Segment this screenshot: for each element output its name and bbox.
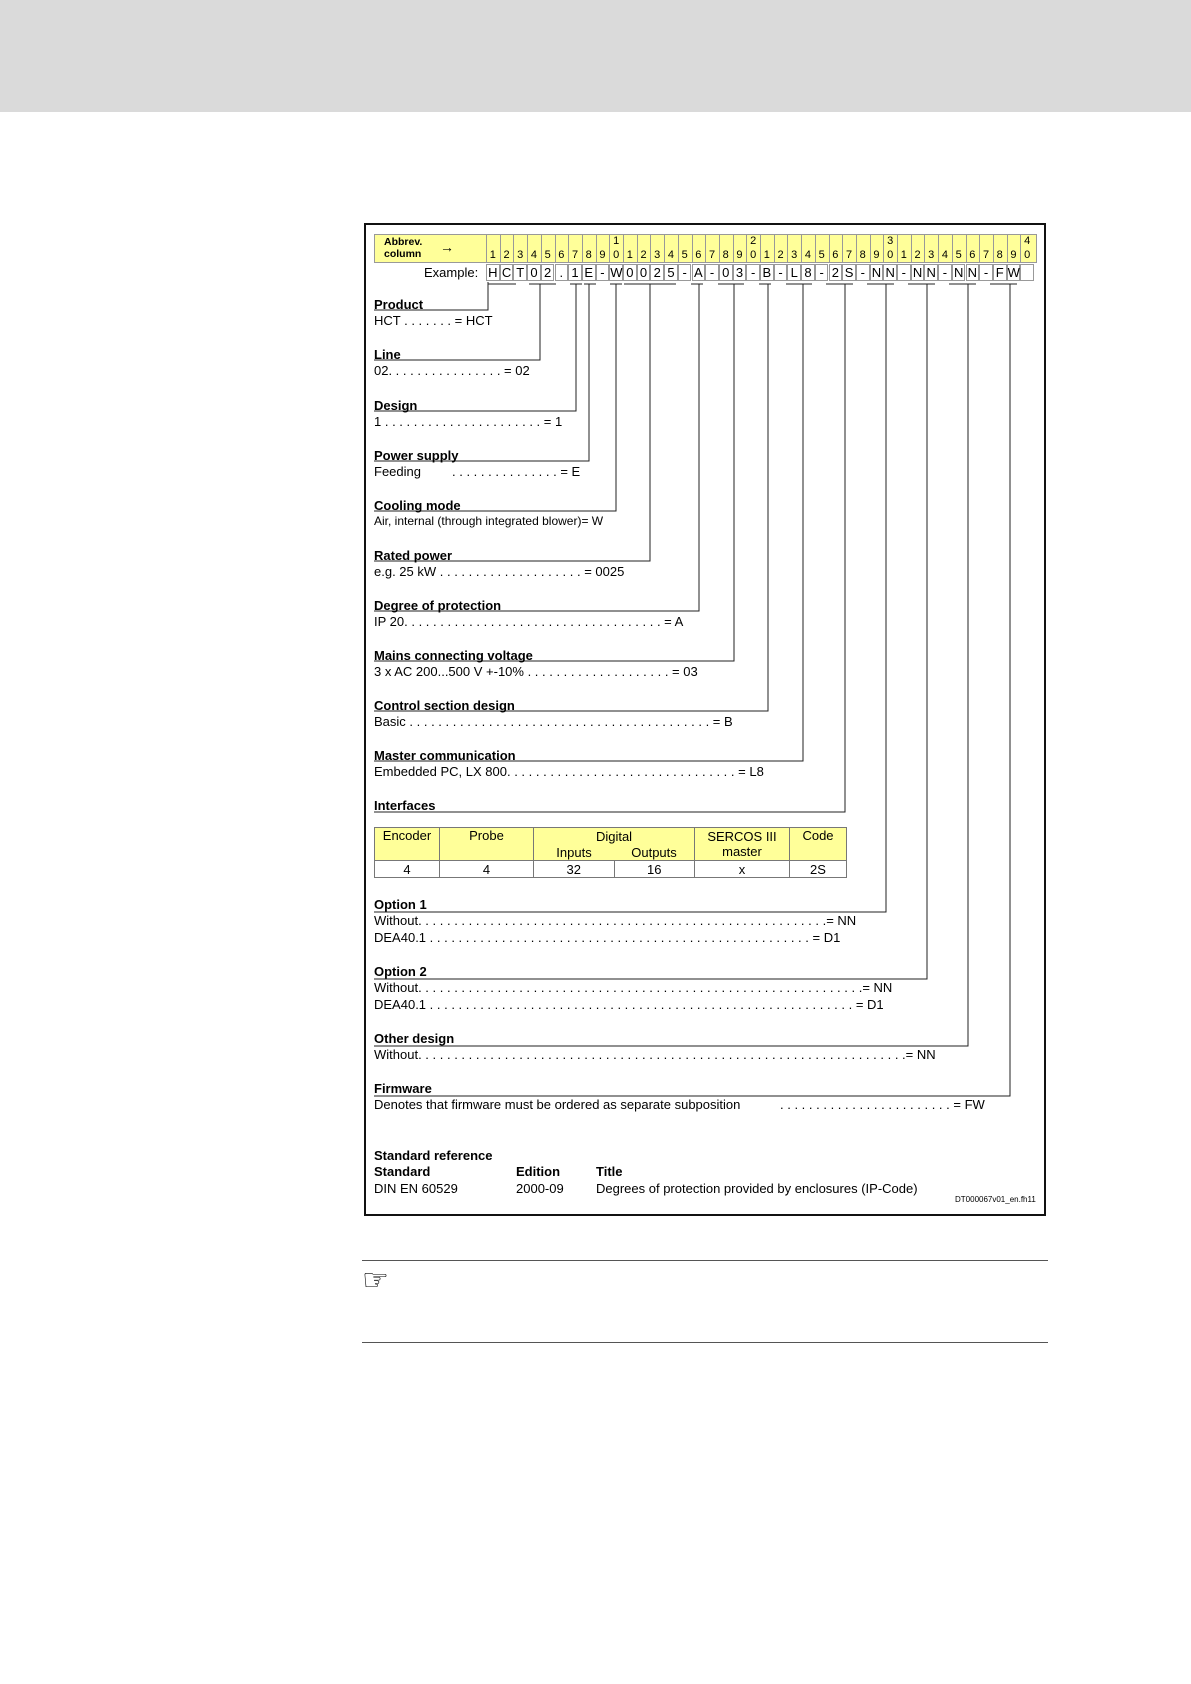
outputs-header: Outputs: [614, 844, 695, 861]
column-number: 2: [777, 249, 784, 261]
example-char: C: [500, 264, 514, 281]
table-cell: 16: [614, 861, 695, 878]
example-char: -: [979, 264, 993, 281]
divider: [362, 1260, 1048, 1261]
interfaces-label: Interfaces: [374, 798, 436, 813]
column-number-tens: 3: [887, 235, 894, 247]
column-number: 7: [571, 249, 579, 261]
code-header: Code: [790, 828, 847, 861]
cooling-mode-label: Cooling mode: [374, 498, 461, 513]
example-char: 5: [664, 264, 678, 281]
example-char: 2: [541, 264, 555, 281]
standard-col-header: Standard: [374, 1164, 431, 1179]
column-number: 7: [708, 249, 716, 261]
power-supply-label: Power supply: [374, 448, 459, 463]
degree-protection-value: IP 20. . . . . . . . . . . . . . . . . . . . . . . . . . . . . . . . . . . . = A: [374, 614, 684, 629]
option2-label: Option 2: [374, 964, 427, 979]
example-char: -: [746, 264, 760, 281]
column-number: 6: [969, 249, 976, 261]
column-number: 0: [887, 249, 894, 261]
other-design-label: Other design: [374, 1031, 455, 1046]
column-number: 7: [845, 249, 853, 261]
column-number: 5: [681, 249, 688, 261]
column-number: 5: [544, 249, 551, 261]
example-char: N: [883, 264, 897, 281]
column-number: 9: [736, 249, 743, 261]
inputs-header: Inputs: [534, 844, 615, 861]
example-char: 2: [829, 264, 843, 281]
option2-dea: DEA40.1 . . . . . . . . . . . . . . . . . . . . . . . . . . . . . . . . . . . . . . . . . . . . . . . . . . . . . . . . . . . = D1: [374, 997, 884, 1012]
example-char: 0: [623, 264, 637, 281]
column-number: 3: [928, 249, 935, 261]
example-char: 8: [801, 264, 815, 281]
column-number: 3: [517, 249, 524, 261]
column-number: 8: [996, 249, 1003, 261]
example-char: F: [993, 264, 1007, 281]
column-number: 0: [1024, 249, 1031, 261]
other-design-value: Without. . . . . . . . . . . . . . . . . . . . . . . . . . . . . . . . . . . . . . . . . . . . . . . . . . . . . . . . . . . . . . . . . . . .= NN: [374, 1047, 936, 1062]
example-label: Example:: [424, 265, 479, 280]
example-char: E: [582, 264, 596, 281]
example-char: L: [787, 264, 801, 281]
column-number: 1: [626, 249, 633, 261]
rated-power-label: Rated power: [374, 548, 453, 563]
example-char: N: [911, 264, 925, 281]
column-number: 9: [873, 249, 880, 261]
edition-col-header: Edition: [516, 1164, 561, 1179]
option1-label: Option 1: [374, 897, 427, 912]
example-char: -: [596, 264, 610, 281]
example-char: W: [1007, 265, 1020, 280]
rated-power-value: e.g. 25 kW . . . . . . . . . . . . . . . . . . . . = 0025: [374, 564, 625, 579]
table-cell: 4: [440, 861, 534, 878]
example-char: A: [692, 264, 706, 281]
example-char: .: [555, 264, 569, 281]
encoder-header: Encoder: [375, 828, 440, 861]
column-number: 8: [722, 249, 729, 261]
column-number: 9: [599, 249, 606, 261]
column-number: 6: [558, 249, 565, 261]
firmware-right: . . . . . . . . . . . . . . . . . . . . . . . . = FW: [780, 1097, 985, 1112]
table-cell: x: [695, 861, 790, 878]
example-char: W: [610, 265, 623, 280]
power-supply-right: . . . . . . . . . . . . . . . = E: [452, 464, 581, 479]
figure-reference: DT000067v01_en.fh11: [955, 1195, 1036, 1204]
column-number-tens: 1: [613, 235, 620, 247]
column-number: 8: [585, 249, 592, 261]
column-number: 3: [654, 249, 661, 261]
example-char: 1: [568, 264, 582, 281]
firmware-left: Denotes that firmware must be ordered as separate subposition: [374, 1097, 741, 1112]
example-char: -: [897, 264, 911, 281]
column-number: 6: [832, 249, 839, 261]
column-number: 4: [804, 249, 811, 261]
column-number: 4: [667, 249, 674, 261]
example-char: -: [938, 264, 952, 281]
title-col-header: Title: [596, 1164, 623, 1179]
column-number: 0: [613, 249, 620, 261]
table-cell: 32: [534, 861, 615, 878]
probe-header: Probe: [440, 828, 534, 861]
example-char: -: [774, 264, 788, 281]
master-comm-value: Embedded PC, LX 800. . . . . . . . . . . . . . . . . . . . . . . . . . . . . . . . = L8: [374, 764, 764, 779]
product-line: HCT . . . . . . . = HCT: [374, 313, 493, 328]
control-section-value: Basic . . . . . . . . . . . . . . . . . . . . . . . . . . . . . . . . . . . . . . . . . . = B: [374, 714, 733, 729]
example-char: -: [705, 264, 719, 281]
table-cell: 4: [375, 861, 440, 878]
digital-header: Digital: [534, 828, 695, 845]
design-label: Design: [374, 398, 418, 413]
column-number: 1: [900, 249, 907, 261]
example-char: 0: [527, 264, 541, 281]
control-section-label: Control section design: [374, 698, 515, 713]
column-number: 2: [640, 249, 647, 261]
column-number: 4: [941, 249, 948, 261]
option1-dea: DEA40.1 . . . . . . . . . . . . . . . . . . . . . . . . . . . . . . . . . . . . . . . . . . . . . . . . . . . . . = D1: [374, 930, 841, 945]
master-comm-label: Master communication: [374, 748, 516, 763]
example-char: S: [842, 264, 856, 281]
table-cell: 2S: [790, 861, 847, 878]
example-char: 0: [637, 264, 651, 281]
abbrev-label: Abbrev. column: [384, 236, 423, 260]
column-number: 1: [489, 249, 496, 261]
example-char: N: [952, 264, 966, 281]
column-number-tens: 4: [1024, 235, 1031, 247]
example-char: N: [924, 264, 938, 281]
example-char: -: [815, 264, 829, 281]
option1-without: Without. . . . . . . . . . . . . . . . . . . . . . . . . . . . . . . . . . . . . . . . . . . . . . . . . . . . . . . . .= NN: [374, 913, 857, 928]
power-supply-left: Feeding: [374, 464, 421, 479]
design-value: 1 . . . . . . . . . . . . . . . . . . . . . . = 1: [374, 414, 563, 429]
divider: [362, 1342, 1048, 1343]
column-number: 5: [818, 249, 825, 261]
cooling-mode-value: Air, internal (through integrated blower)= W: [374, 514, 604, 528]
arrow-right-icon: →: [440, 239, 454, 255]
column-number: 4: [530, 249, 537, 261]
column-number: 7: [982, 249, 990, 261]
firmware-label: Firmware: [374, 1081, 432, 1096]
example-char: 2: [650, 264, 664, 281]
line-value: 02. . . . . . . . . . . . . . . . = 02: [374, 363, 530, 378]
edition-value: 2000-09: [516, 1181, 564, 1196]
degree-protection-label: Degree of protection: [374, 598, 502, 613]
standard-reference-heading: Standard reference: [374, 1148, 493, 1163]
example-char: N: [870, 264, 884, 281]
sercos-header: SERCOS III master: [695, 828, 790, 861]
mains-voltage-value: 3 x AC 200...500 V +-10% . . . . . . . . . . . . . . . . . . . . = 03: [374, 664, 698, 679]
product-label: Product: [374, 297, 424, 312]
example-char: B: [760, 264, 774, 281]
mains-voltage-label: Mains connecting voltage: [374, 648, 533, 663]
pointing-hand-icon: ☞: [362, 1264, 389, 1297]
column-number: 5: [955, 249, 962, 261]
column-number: 9: [1010, 249, 1017, 261]
column-number: 0: [750, 249, 757, 261]
line-label: Line: [374, 347, 401, 362]
interfaces-table: [374, 827, 847, 878]
example-char: N: [966, 264, 980, 281]
example-char: T: [513, 264, 527, 281]
column-number: 8: [859, 249, 866, 261]
example-char: 0: [719, 264, 733, 281]
standard-value: DIN EN 60529: [374, 1181, 458, 1196]
column-number: 3: [791, 249, 798, 261]
column-number: 6: [695, 249, 702, 261]
example-char: -: [856, 264, 870, 281]
column-number: 2: [503, 249, 510, 261]
example-char: -: [678, 264, 692, 281]
example-char: 3: [733, 264, 747, 281]
example-char: H: [486, 264, 500, 281]
column-number: 2: [914, 249, 921, 261]
column-number: 1: [763, 249, 770, 261]
option2-without: Without. . . . . . . . . . . . . . . . . . . . . . . . . . . . . . . . . . . . . . . . . . . . . . . . . . . . . . . . . . . . . .= NN: [374, 980, 893, 995]
column-number-tens: 2: [750, 235, 757, 247]
title-value: Degrees of protection provided by enclosures (IP-Code): [596, 1181, 918, 1196]
